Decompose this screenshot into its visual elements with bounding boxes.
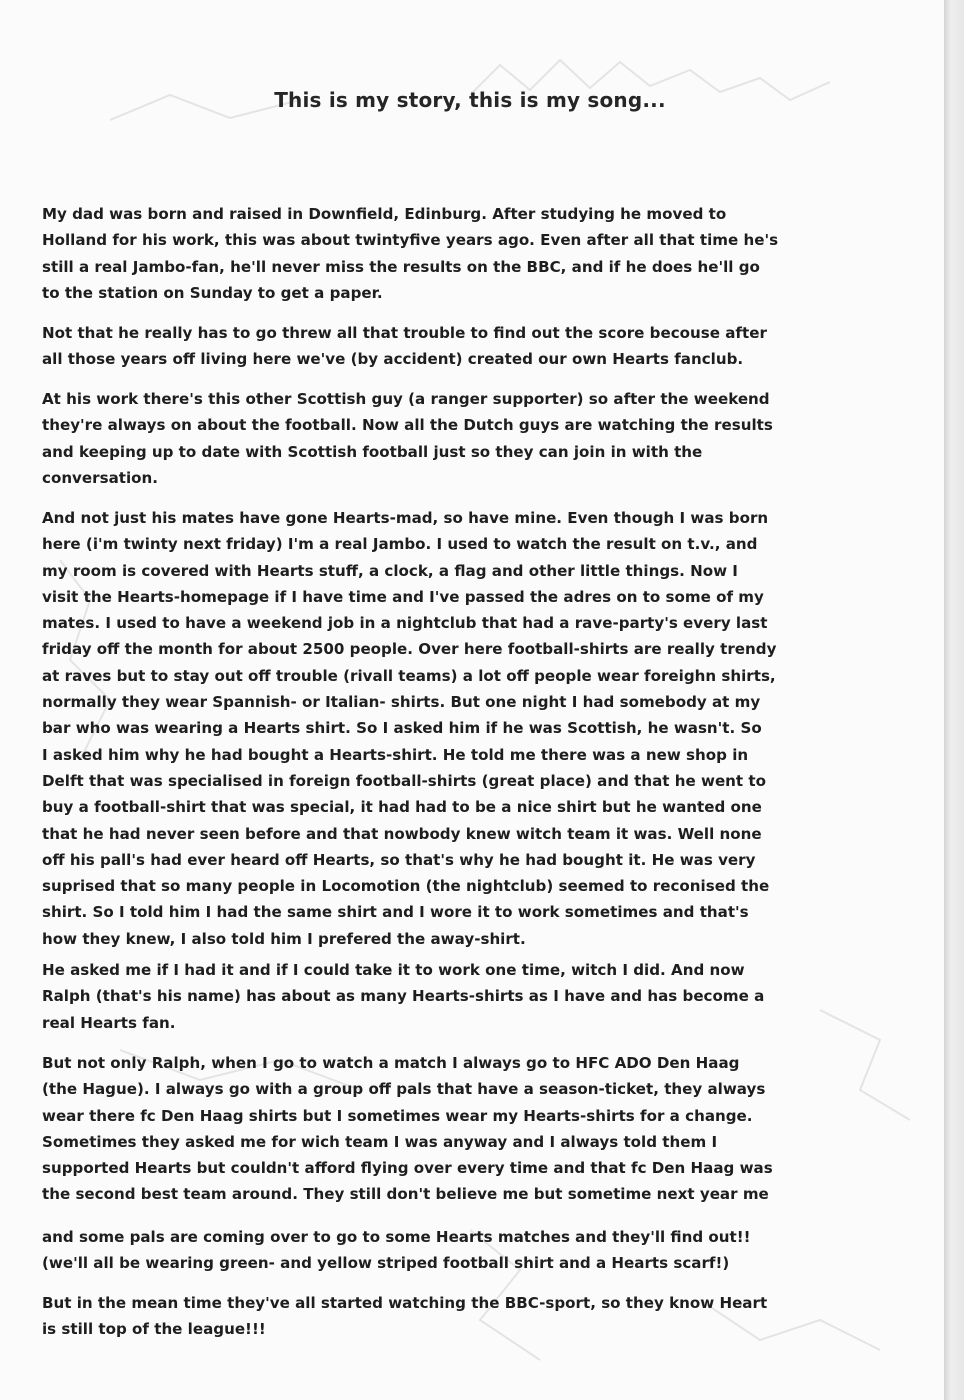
paragraph-nightclub-story: And not just his mates have gone Hearts-mad, so have mine. Even though I was born here (i'm twinty next friday) I'm a real Jambo. I used to watch the result on t.v., and my room is covered with Hearts stuff, a clock, a flag and other little things. Now I visit the Hearts-homepage if I have time and I've passed the adres on to some of my mates. I used to have a weekend job in a nightclub that had a rave-party's every last friday off the month for about 2500 people. Over here football-shirts are really trendy at raves but to stay out off trouble (rivall teams) a lot off people wear foreighn shirts, normally they wear Spannish- or Italian- shirts. But one night I had somebody at my bar who was wearing a Hearts shirt. So I asked him if he was Scottish, he wasn't. So I asked him why he had bought a Hearts-shirt. He told me there was a new shop in Delft that was specialised in foreign football-shirts (great place) and that he went to buy a football-shirt that was special, it had had to be a nice shirt but he wanted one that he had never seen before and that nowbody knew witch team it was. Well none off his pall's had ever heard off Hearts, so that's why he had bought it. He was very suprised that so many people in Locomotion (the nightclub) seemed to reconised the shirt. So I told him I had the same shirt and I wore it to work sometimes and that's how they knew, I also told him I prefered the away-shirt. [42,509,777,948]
page-title: This is my story, this is my song... [274,88,666,112]
paragraph-fanclub: Not that he really has to go threw all that trouble to find out the score becouse after all those years off living here we've (by accident) created our own Hearts fanclub. [42,324,767,369]
page-binding-edge [944,0,964,1400]
paragraph-closing: But in the mean time they've all started watching the BBC-sport, so they know Heart is still top of the league!!! [42,1294,768,1339]
paragraph-dad-background: My dad was born and raised in Downfield, Edinburg. After studying he moved to Holland for his work, this was about twintyfive years ago. Even after all that time he's still a real Jambo-fan, he'll never miss the results on the BBC, and if he does he'll go to the station on Sunday to get a paper. [42,205,779,302]
paragraph-ralph: He asked me if I had it and if I could take it to work one time, witch I did. And now Ralph (that's his name) has about as many Hearts-shirts as I have and has become a real Hearts fan. [42,961,765,1032]
paragraph-den-haag: But not only Ralph, when I go to watch a match I always go to HFC ADO Den Haag (the Hague). I always go with a group off pals that have a season-ticket, they always wear there fc Den Haag shirts but I sometimes wear my Hearts-shirts for a change. Sometimes they asked me for wich team I was anyway and I always told them I supported Hearts but couldn't afford flying over every time and that fc Den Haag was the second best team around. They still don't believe me but sometime next year me [42,1054,773,1204]
paragraph-work-colleagues: At his work there's this other Scottish guy (a ranger supporter) so after the weekend they're always on about the football. Now all the Dutch guys are watching the results and keeping up to date with Scottish football just so they can join in with the conversation. [42,390,773,487]
paragraph-visit-plans: and some pals are coming over to go to some Hearts matches and they'll find out!! (we'll all be wearing green- and yellow striped football shirt and a Hearts scarf!) [42,1228,751,1273]
